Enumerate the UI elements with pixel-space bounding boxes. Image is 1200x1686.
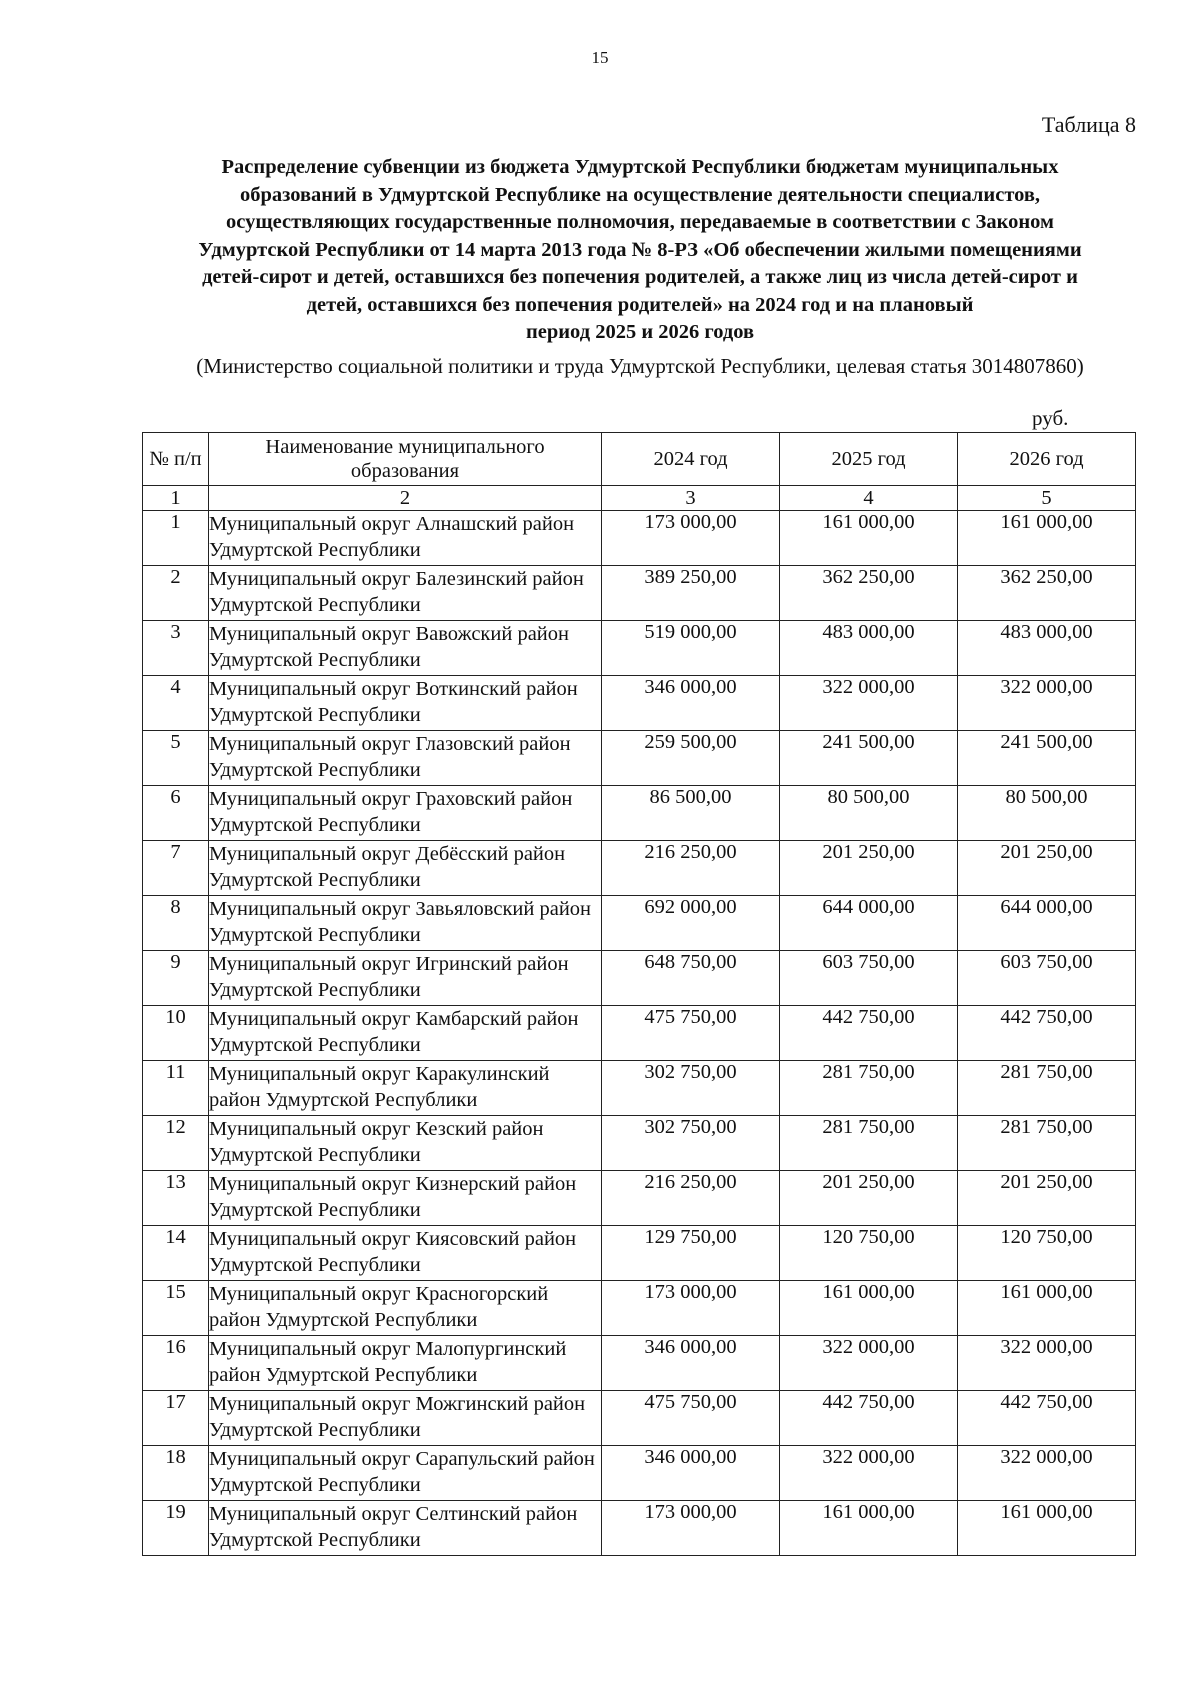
table-row: [143, 1446, 1136, 1501]
value-2026: 201 250,00: [958, 841, 1136, 896]
table-row: [143, 1281, 1136, 1336]
title-line: образований в Удмуртской Республике на осуществление деятельности специалистов,: [239, 183, 1041, 206]
municipality-name: Муниципальный округ Воткинский район Удмуртской Республики: [209, 676, 602, 731]
value-2024: 346 000,00: [602, 676, 780, 731]
row-number: 10: [143, 1006, 209, 1061]
municipality-name: Муниципальный округ Граховский район Удмуртской Республики: [209, 786, 602, 841]
header-2026: 2026 год: [958, 433, 1136, 486]
value-2025: 322 000,00: [780, 676, 958, 731]
title-line: период 2025 и 2026 годов: [525, 321, 755, 343]
municipality-name: Муниципальный округ Камбарский район Удмуртской Республики: [209, 1006, 602, 1061]
value-2025: 241 500,00: [780, 731, 958, 786]
value-2024: 86 500,00: [602, 786, 780, 841]
row-number: 15: [143, 1281, 209, 1336]
municipality-name: Муниципальный округ Завьяловский район Удмуртской Республики: [209, 896, 602, 951]
subvention-table: [142, 432, 1136, 1556]
value-2024: 346 000,00: [602, 1336, 780, 1391]
column-number: 5: [958, 486, 1136, 511]
row-number: 11: [143, 1061, 209, 1116]
value-2024: 389 250,00: [602, 566, 780, 621]
document-subtitle: (Министерство социальной политики и труда Удмуртской Республики, целевая статья 3014807860): [196, 354, 1084, 378]
column-number: 3: [602, 486, 780, 511]
municipality-name: Муниципальный округ Балезинский район Удмуртской Республики: [209, 566, 602, 621]
value-2026: 80 500,00: [958, 786, 1136, 841]
value-2025: 603 750,00: [780, 951, 958, 1006]
header-row: [143, 433, 1136, 486]
table-row: [143, 621, 1136, 676]
municipality-name: Муниципальный округ Глазовский район Удмуртской Республики: [209, 731, 602, 786]
value-2026: 201 250,00: [958, 1171, 1136, 1226]
currency-unit: руб.: [1032, 406, 1069, 430]
value-2025: 281 750,00: [780, 1116, 958, 1171]
row-number: 12: [143, 1116, 209, 1171]
column-number: 4: [780, 486, 958, 511]
row-number: 8: [143, 896, 209, 951]
value-2026: 322 000,00: [958, 676, 1136, 731]
table-row: [143, 841, 1136, 896]
title-line: осуществляющих государственные полномочия, передаваемые в соответствии с Законом: [225, 211, 1054, 233]
row-number: 9: [143, 951, 209, 1006]
column-number: 2: [209, 486, 602, 511]
row-number: 14: [143, 1226, 209, 1281]
row-number: 13: [143, 1171, 209, 1226]
table-row: [143, 1501, 1136, 1556]
value-2026: 483 000,00: [958, 621, 1136, 676]
value-2025: 483 000,00: [780, 621, 958, 676]
table-row: [143, 1171, 1136, 1226]
value-2024: 216 250,00: [602, 1171, 780, 1226]
table-row: [143, 1391, 1136, 1446]
value-2026: 161 000,00: [958, 511, 1136, 566]
municipality-name: Муниципальный округ Игринский район Удмуртской Республики: [209, 951, 602, 1006]
header-2025: 2025 год: [780, 433, 958, 486]
municipality-name: Муниципальный округ Красногорский район Удмуртской Республики: [209, 1281, 602, 1336]
row-number: 4: [143, 676, 209, 731]
table-row: [143, 1116, 1136, 1171]
value-2025: 281 750,00: [780, 1061, 958, 1116]
row-number: 17: [143, 1391, 209, 1446]
value-2024: 692 000,00: [602, 896, 780, 951]
value-2024: 475 750,00: [602, 1006, 780, 1061]
row-number: 19: [143, 1501, 209, 1556]
title-line: Удмуртской Республики от 14 марта 2013 года № 8-РЗ «Об обеспечении жилыми помещениями: [198, 238, 1082, 261]
value-2026: 322 000,00: [958, 1336, 1136, 1391]
table-row: [143, 951, 1136, 1006]
row-number: 3: [143, 621, 209, 676]
title-line: детей-сирот и детей, оставшихся без попечения родителей, а также лиц из числа детей-сирот и: [202, 266, 1078, 288]
value-2025: 322 000,00: [780, 1446, 958, 1501]
value-2025: 161 000,00: [780, 1281, 958, 1336]
table-row: [143, 1061, 1136, 1116]
page-number: 15: [591, 48, 609, 67]
value-2025: 362 250,00: [780, 566, 958, 621]
value-2024: 216 250,00: [602, 841, 780, 896]
value-2024: 259 500,00: [602, 731, 780, 786]
value-2026: 362 250,00: [958, 566, 1136, 621]
table-row: [143, 1226, 1136, 1281]
table-row: [143, 1336, 1136, 1391]
value-2025: 80 500,00: [780, 786, 958, 841]
municipality-name: Муниципальный округ Кезский район Удмуртской Республики: [209, 1116, 602, 1171]
value-2024: 475 750,00: [602, 1391, 780, 1446]
value-2026: 120 750,00: [958, 1226, 1136, 1281]
row-number: 16: [143, 1336, 209, 1391]
table-row: [143, 786, 1136, 841]
title-line: Распределение субвенции из бюджета Удмуртской Республики бюджетам муниципальных: [221, 156, 1059, 178]
value-2024: 302 750,00: [602, 1061, 780, 1116]
value-2024: 129 750,00: [602, 1226, 780, 1281]
row-number: 1: [143, 511, 209, 566]
municipality-name: Муниципальный округ Малопургинский район Удмуртской Республики: [209, 1336, 602, 1391]
row-number: 18: [143, 1446, 209, 1501]
table-label: Таблица 8: [1041, 112, 1136, 137]
municipality-name: Муниципальный округ Сарапульский район Удмуртской Республики: [209, 1446, 602, 1501]
value-2026: 442 750,00: [958, 1006, 1136, 1061]
value-2026: 322 000,00: [958, 1446, 1136, 1501]
value-2024: 648 750,00: [602, 951, 780, 1006]
value-2024: 173 000,00: [602, 1281, 780, 1336]
municipality-name: Муниципальный округ Можгинский район Удмуртской Республики: [209, 1391, 602, 1446]
value-2024: 519 000,00: [602, 621, 780, 676]
row-number: 7: [143, 841, 209, 896]
municipality-name: Муниципальный округ Селтинский район Удмуртской Республики: [209, 1501, 602, 1556]
document-title: [150, 154, 1130, 347]
value-2026: 442 750,00: [958, 1391, 1136, 1446]
municipality-name: Муниципальный округ Киясовский район Удмуртской Республики: [209, 1226, 602, 1281]
title-line: детей, оставшихся без попечения родителей» на 2024 год и на плановый: [306, 293, 974, 316]
municipality-name: Муниципальный округ Дебёсский район Удмуртской Республики: [209, 841, 602, 896]
table-row: [143, 1006, 1136, 1061]
municipality-name: Муниципальный округ Каракулинский район Удмуртской Республики: [209, 1061, 602, 1116]
row-number: 6: [143, 786, 209, 841]
value-2025: 120 750,00: [780, 1226, 958, 1281]
value-2026: 161 000,00: [958, 1501, 1136, 1556]
value-2026: 281 750,00: [958, 1061, 1136, 1116]
municipality-name: Муниципальный округ Кизнерский район Удмуртской Республики: [209, 1171, 602, 1226]
table-row: [143, 731, 1136, 786]
value-2025: 442 750,00: [780, 1391, 958, 1446]
value-2025: 442 750,00: [780, 1006, 958, 1061]
header-number: № п/п: [143, 433, 209, 486]
value-2026: 644 000,00: [958, 896, 1136, 951]
table-row: [143, 511, 1136, 566]
value-2024: 346 000,00: [602, 1446, 780, 1501]
value-2025: 644 000,00: [780, 896, 958, 951]
value-2024: 302 750,00: [602, 1116, 780, 1171]
table-row: [143, 896, 1136, 951]
column-number-row: [143, 486, 1136, 511]
value-2025: 322 000,00: [780, 1336, 958, 1391]
value-2025: 201 250,00: [780, 841, 958, 896]
header-municipality: Наименование муниципального образования: [209, 433, 602, 486]
value-2026: 603 750,00: [958, 951, 1136, 1006]
column-number: 1: [143, 486, 209, 511]
value-2025: 161 000,00: [780, 511, 958, 566]
value-2026: 241 500,00: [958, 731, 1136, 786]
header-2024: 2024 год: [602, 433, 780, 486]
value-2024: 173 000,00: [602, 1501, 780, 1556]
value-2025: 161 000,00: [780, 1501, 958, 1556]
value-2026: 161 000,00: [958, 1281, 1136, 1336]
value-2025: 201 250,00: [780, 1171, 958, 1226]
municipality-name: Муниципальный округ Алнашский район Удмуртской Республики: [209, 511, 602, 566]
row-number: 5: [143, 731, 209, 786]
value-2024: 173 000,00: [602, 511, 780, 566]
table-row: [143, 566, 1136, 621]
municipality-name: Муниципальный округ Вавожский район Удмуртской Республики: [209, 621, 602, 676]
table-row: [143, 676, 1136, 731]
row-number: 2: [143, 566, 209, 621]
value-2026: 281 750,00: [958, 1116, 1136, 1171]
